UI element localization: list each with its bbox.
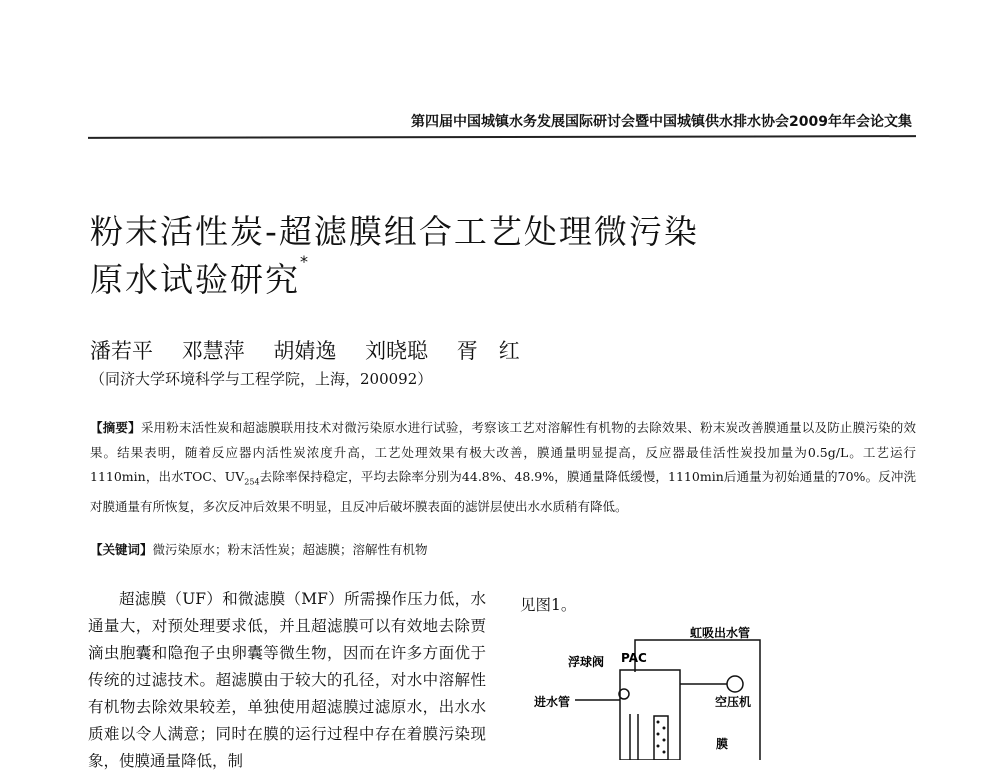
running-header: 第四届中国城镇水务发展国际研讨会暨中国城镇供水排水协会2009年年会论文集 <box>411 114 912 130</box>
header-rule <box>88 135 916 139</box>
label-membrane: 膜 <box>716 737 729 751</box>
abstract-text-part2: 去除率保持稳定，平均去除率分别为44.8%、48.9%，膜通量降低缓慢，1110min后通量为初始通量的70%。反冲洗对膜通量有所恢复，多次反冲后效果不明显，且反冲后破坏膜表面的滤饼层使出水水质稍有降低。 <box>90 469 916 514</box>
affiliation: （同济大学环境科学与工程学院，上海，200092） <box>90 370 433 388</box>
membrane-dot <box>657 721 660 724</box>
author: 胥 红 <box>456 339 520 363</box>
label-float-valve: 浮球阀 <box>568 655 605 669</box>
reactor-tank <box>620 670 680 760</box>
abstract-text-part1: 采用粉末活性炭和超滤膜联用技术对微污染原水进行试验，考察该工艺对溶解性有机物的去除效果、粉末炭改善膜通量以及防止膜污染的效果。结果表明，随着反应器内活性炭浓度升高，工艺处理效果有极大改善，膜通量明显提高，反应器最佳活性炭投加量为0.5g/L。工艺运行1110min，出水TOC、UV <box>90 420 916 484</box>
author: 刘晓聪 <box>365 339 429 363</box>
author-list <box>90 335 542 365</box>
apparatus-diagram <box>520 620 820 760</box>
paper-title-line-2-text: 原水试验研究 <box>90 260 300 299</box>
keywords-label: 【关键词】 <box>90 542 153 557</box>
membrane-dot <box>663 739 666 742</box>
membrane-dot <box>657 745 660 748</box>
keywords <box>90 540 428 558</box>
label-compressor: 空压机 <box>715 695 752 709</box>
figure-reference-text: 见图1。 <box>520 596 577 614</box>
author: 潘若平 <box>90 339 153 363</box>
label-inlet: 进水管 <box>534 695 571 709</box>
membrane-module <box>654 716 668 760</box>
author: 胡婧逸 <box>273 339 337 363</box>
membrane-dot <box>663 727 666 730</box>
label-pac: PAC <box>621 651 647 665</box>
uv-subscript: 254 <box>244 477 260 487</box>
paper-title-line-1: 粉末活性炭-超滤膜组合工艺处理微污染 <box>90 212 699 251</box>
body-paragraph: 超滤膜（UF）和微滤膜（MF）所需操作压力低，水通量大，对预处理要求低，并且超滤膜可以有效地去除贾滴虫胞囊和隐孢子虫卵囊等微生物，因而在许多方面优于传统的过滤技术。超滤膜由于较大的孔径，对水中溶解性有机物去除效果较差，单独使用超滤膜过滤原水，出水水质难以令人满意；同时在膜的运行过程中存在着膜污染现象，使膜通量降低，制 <box>88 590 486 770</box>
title-footnote-mark: * <box>300 252 310 271</box>
paper-title-line-2 <box>90 254 310 301</box>
keywords-text: 微污染原水；粉末活性炭；超滤膜；溶解性有机物 <box>152 542 428 557</box>
membrane-dot <box>663 751 666 754</box>
membrane-dot <box>657 733 660 736</box>
author: 邓慧萍 <box>181 339 245 363</box>
abstract <box>90 416 916 520</box>
compressor-icon <box>727 676 743 692</box>
abstract-label: 【摘要】 <box>90 420 141 435</box>
label-siphon: 虹吸出水管 <box>690 626 751 640</box>
